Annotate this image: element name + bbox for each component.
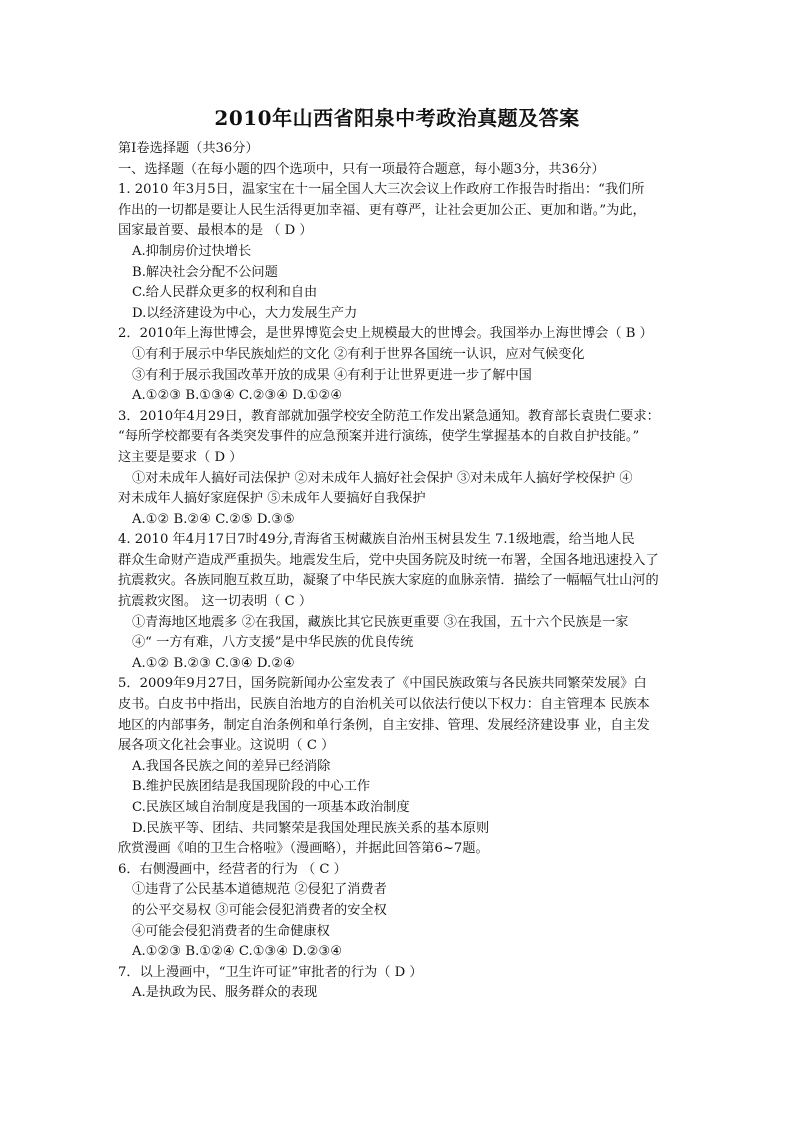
- question-6-text: 6．右侧漫画中，经营者的行为 （ C ）: [118, 861, 347, 877]
- question-1-text: 作出的一切都是要让人民生活得更加幸福、更有尊严，让社会更加公正、更加和谐。”为此，: [118, 202, 646, 218]
- question-1-text: 1. 2010 年3月5日，温家宝在十一届全国人大三次会议上作政府工作报告时指出：“我们所: [118, 182, 645, 198]
- option-b: B.维护民族团结是我国现阶段的中心工作: [132, 779, 371, 795]
- options-line: A.①② B.②④ C.②⑤ D.③⑤: [132, 511, 295, 527]
- statement-line: ①违背了公民基本道德规范 ②侵犯了消费者: [132, 882, 387, 898]
- question-3-text: 这主要是要求（ D ）: [118, 449, 243, 465]
- option-a: A.是执政为民、服务群众的表现: [132, 985, 318, 1001]
- statement-line: 的公平交易权 ③可能会侵犯消费者的安全权: [132, 902, 387, 918]
- section-heading: 第Ⅰ卷选择题（共36分）: [118, 141, 259, 156]
- options-line: A.①② B.②③ C.③④ D.②④: [132, 655, 295, 671]
- options-line: A.①②③ B.①③④ C.②③④ D.①②④: [132, 388, 343, 404]
- option-a: A.我国各民族之间的差异已经消除: [132, 758, 331, 774]
- statement-line: ①青海地区地震多 ②在我国，藏族比其它民族更重要 ③在我国，五十六个民族是一家: [132, 614, 629, 630]
- option-c: C.给人民群众更多的权利和自由: [132, 285, 318, 301]
- option-b: B.解决社会分配不公问题: [132, 264, 278, 280]
- option-d: D.民族平等、团结、共同繁荣是我国处理民族关系的基本原则: [132, 820, 490, 836]
- statement-line: ③有利于展示我国改革开放的成果 ④有利于让世界更进一步了解中国: [132, 367, 532, 383]
- option-a: A.抑制房价过快增长: [132, 243, 252, 259]
- question-7-text: 7．以上漫画中，“卫生许可证”审批者的行为（ D ）: [118, 964, 423, 980]
- comic-intro: 欣赏漫画《咱的卫生合格啦》（漫画略），并据此回答第6~7题。: [118, 841, 489, 857]
- question-5-text: 地区的内部事务，制定自治条例和单行条例，自主安排、管理、发展经济建设事 业，自主发: [118, 717, 650, 733]
- document-body: [118, 139, 698, 1004]
- instructions: 一、选择题（在每小题的四个选项中，只有一项最符合题意，每小题3分，共36分）: [118, 161, 605, 177]
- question-5-text: 皮书。白皮书中指出，民族自治地方的自治机关可以依法行使以下权力：自主管理本 民族本: [118, 697, 650, 713]
- option-c: C.民族区域自治制度是我国的一项基本政治制度: [132, 800, 410, 815]
- statement-line: ④可能会侵犯消费者的生命健康权: [132, 923, 330, 939]
- question-4-text: 抗震救灾图。 这一切表明（ C ）: [118, 594, 313, 610]
- statement-line: 对未成年人搞好家庭保护 ⑤未成年人要搞好自我保护: [118, 491, 426, 507]
- question-4-text: 群众生命财产造成严重损失。地震发生后，党中央国务院及时统一布署，全国各地迅速投入了: [118, 552, 659, 568]
- question-5-text: 展各项文化社会事业。这说明（ C ）: [118, 738, 335, 754]
- document-title: 2010年山西省阳泉中考政治真题及答案: [214, 106, 580, 130]
- statement-line: ①有利于展示中华民族灿烂的文化 ②有利于世界各国统一认识，应对气候变化: [132, 346, 585, 362]
- question-5-text: 5．2009年9月27日，国务院新闻办公室发表了《中国民族政策与各民族共同繁荣发展》白: [118, 676, 647, 692]
- question-2-text: 2．2010年上海世博会，是世界博览会史上规模最大的世博会。我国举办上海世博会（ B ）: [118, 326, 653, 342]
- question-4-text: 4. 2010 年4月17日7时49分,青海省玉树藏族自治州玉树县发生 7.1级地震，给当地人民: [118, 532, 635, 548]
- statement-line: ①对未成年人搞好司法保护 ②对未成年人搞好社会保护 ③对未成年人搞好学校保护 ④: [132, 470, 633, 486]
- options-line: A.①②③ B.①②④ C.①③④ D.②③④: [132, 944, 343, 960]
- question-3-text: “每所学校都要有各类突发事件的应急预案并进行演练，使学生掌握基本的自救自护技能。”: [118, 429, 640, 445]
- option-d: D.以经济建设为中心，大力发展生产力: [132, 305, 358, 321]
- question-3-text: 3．2010年4月29日，教育部就加强学校安全防范工作发出紧急通知。教育部长袁贵仁要求：: [118, 408, 660, 424]
- question-4-text: 抗震救灾。各族同胞互救互助，凝聚了中华民族大家庭的血脉亲情．描绘了一幅幅气壮山河的: [118, 573, 659, 589]
- question-1-text: 国家最首要、最根本的是 （ D ）: [118, 223, 313, 239]
- statement-line: ④“ 一方有难，八方支援”是中华民族的优良传统: [132, 635, 414, 651]
